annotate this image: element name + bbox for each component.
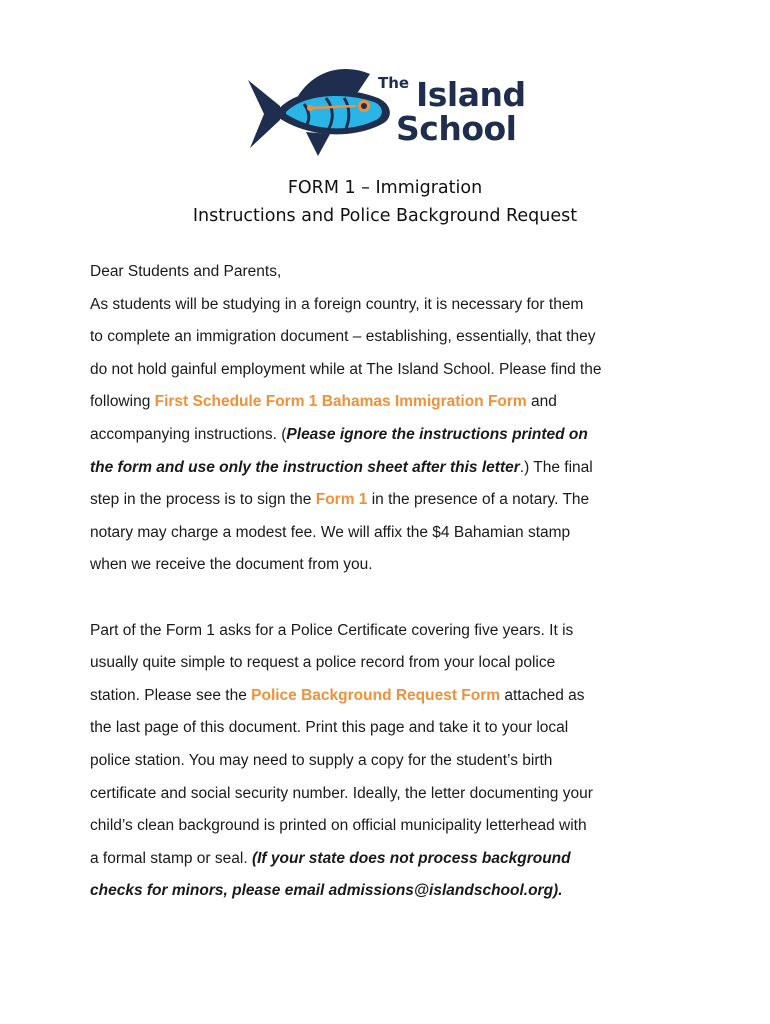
text-fragment: attached as xyxy=(500,686,585,704)
emphasis-text: Please ignore the instructions printed on xyxy=(286,425,588,443)
logo-word-the: The xyxy=(378,74,410,92)
text-fragment: and xyxy=(526,393,557,411)
text-line xyxy=(90,452,710,485)
text-fragment: following xyxy=(90,393,155,411)
text-line: police station. You may need to supply a copy for the student’s birth xyxy=(90,751,553,769)
text-line: notary may charge a modest fee. We will affix the $4 Bahamian stamp xyxy=(90,523,571,541)
text-line xyxy=(90,680,710,713)
logo-word-island: Island xyxy=(416,75,526,114)
text-line: usually quite simple to request a police record from your local police xyxy=(90,654,556,672)
emphasis-text: checks for minors, please email admissions@islandschool.org). xyxy=(90,882,563,900)
text-line xyxy=(90,419,710,452)
text-fragment: a formal stamp or seal. xyxy=(90,849,252,867)
paragraph-1 xyxy=(90,289,710,582)
emphasis-text: (If your state does not process background xyxy=(251,849,571,867)
text-fragment: .) The final xyxy=(519,458,593,476)
logo-word-school: School xyxy=(396,109,517,148)
fish-icon xyxy=(246,62,396,162)
letter-body xyxy=(90,256,710,908)
text-line: the last page of this document. Print this page and take it to your local xyxy=(90,719,569,737)
text-line: Part of the Form 1 asks for a Police Certificate covering five years. It is xyxy=(90,621,574,639)
form-1-link[interactable]: Form 1 xyxy=(315,491,368,509)
text-line xyxy=(90,875,710,908)
paragraph-gap xyxy=(90,582,710,615)
text-fragment: station. Please see the xyxy=(90,686,252,704)
text-fragment: accompanying instructions. ( xyxy=(90,425,287,443)
text-line xyxy=(90,843,710,876)
text-line: to complete an immigration document – establishing, essentially, that they xyxy=(90,328,596,346)
greeting: Dear Students and Parents, xyxy=(90,263,282,280)
text-line xyxy=(90,386,710,419)
text-fragment: in the presence of a notary. The xyxy=(367,491,590,509)
text-line: when we receive the document from you. xyxy=(90,556,373,574)
immigration-form-link[interactable]: First Schedule Form 1 Bahamas Immigration Form xyxy=(154,393,527,411)
emphasis-text: the form and use only the instruction sheet after this letter xyxy=(90,458,520,476)
page-title: FORM 1 – Immigration xyxy=(287,178,483,198)
text-line: do not hold gainful employment while at The Island School. Please find the xyxy=(90,360,602,378)
text-fragment: step in the process is to sign the xyxy=(90,491,316,509)
paragraph-2 xyxy=(90,615,710,908)
text-line: child’s clean background is printed on official municipality letterhead with xyxy=(90,817,587,835)
text-line: As students will be studying in a foreign country, it is necessary for them xyxy=(90,295,584,313)
text-line xyxy=(90,484,710,517)
island-school-logo xyxy=(246,62,536,162)
text-line: certificate and social security number. Ideally, the letter documenting your xyxy=(90,784,593,802)
police-background-form-link[interactable]: Police Background Request Form xyxy=(251,686,501,704)
page-subtitle: Instructions and Police Background Request xyxy=(192,206,578,226)
